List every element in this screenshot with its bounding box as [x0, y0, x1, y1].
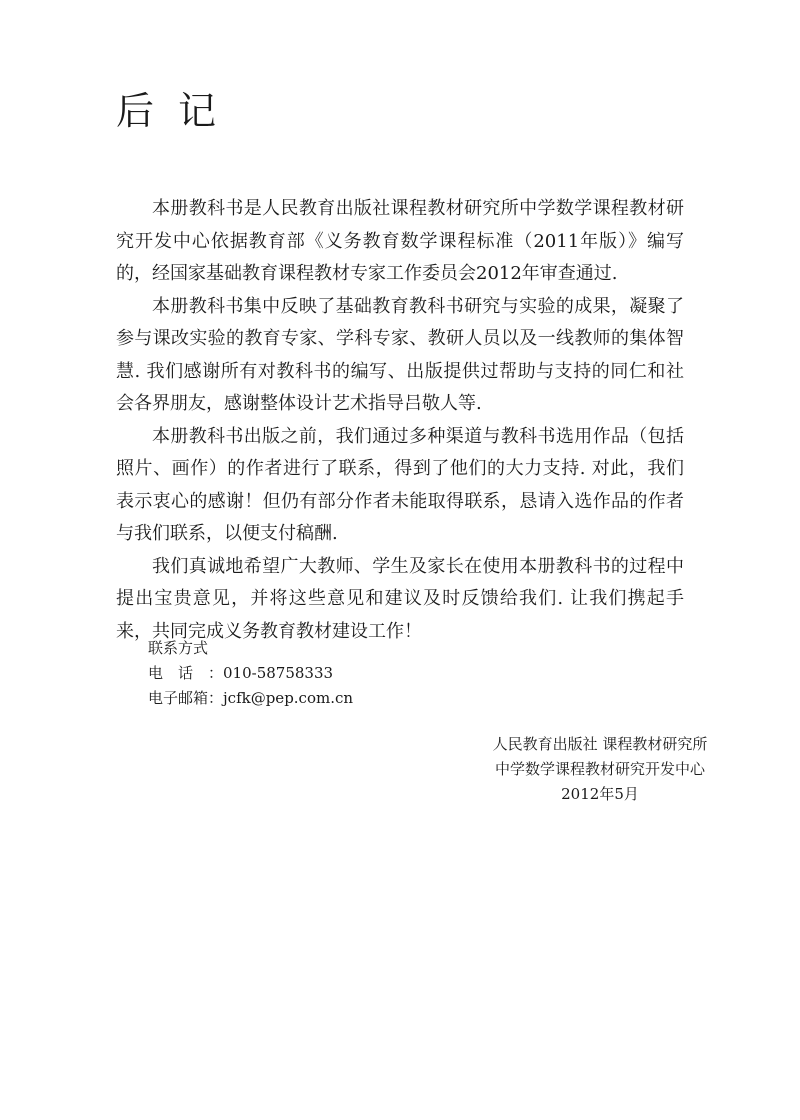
signature-publisher: 人民教育出版社 课程教材研究所 — [492, 735, 708, 753]
email-value: jcfk@pep.com.cn — [223, 689, 354, 707]
afterword-body — [116, 193, 684, 648]
contact-email-row — [148, 686, 548, 711]
contact-phone-row — [148, 661, 548, 686]
contact-heading: 联系方式 — [148, 639, 209, 657]
paragraph-1: 本册教科书是人民教育出版社课程教材研究所中学数学课程教材研究开发中心依据教育部《义务教育数学课程标准（2011年版）》编写的，经国家基础教育课程教材专家工作委员会2012年审查通过. — [116, 198, 684, 284]
phone-label: 电话： — [148, 664, 223, 682]
paragraph-4: 我们真诚地希望广大教师、学生及家长在使用本册教科书的过程中提出宝贵意见，并将这些意见和建议及时反馈给我们. 让我们携起手来，共同完成义务教育教材建设工作！ — [116, 555, 684, 642]
signature-block — [480, 732, 720, 807]
signature-date: 2012年5月 — [561, 785, 639, 803]
page-title: 后记 — [116, 89, 241, 133]
signature-center: 中学数学课程教材研究开发中心 — [494, 760, 705, 778]
phone-value: 010-58758333 — [223, 664, 334, 682]
contact-info — [148, 636, 548, 711]
paragraph-3: 本册教科书出版之前，我们通过多种渠道与教科书选用作品（包括照片、画作）的作者进行了联系，得到了他们的大力支持. 对此，我们表示衷心的感谢！但仍有部分作者未能取得联系，恳请入选作品的作者与我们联系，以便支付稿酬. — [116, 425, 684, 544]
email-label: 电子邮箱： — [148, 689, 224, 707]
paragraph-2: 本册教科书集中反映了基础教育教科书研究与实验的成果，凝聚了参与课改实验的教育专家、学科专家、教研人员以及一线教师的集体智慧. 我们感谢所有对教科书的编写、出版提供过帮助与支持的同仁和社会各界朋友，感谢整体设计艺术指导吕敬人等. — [116, 295, 684, 414]
